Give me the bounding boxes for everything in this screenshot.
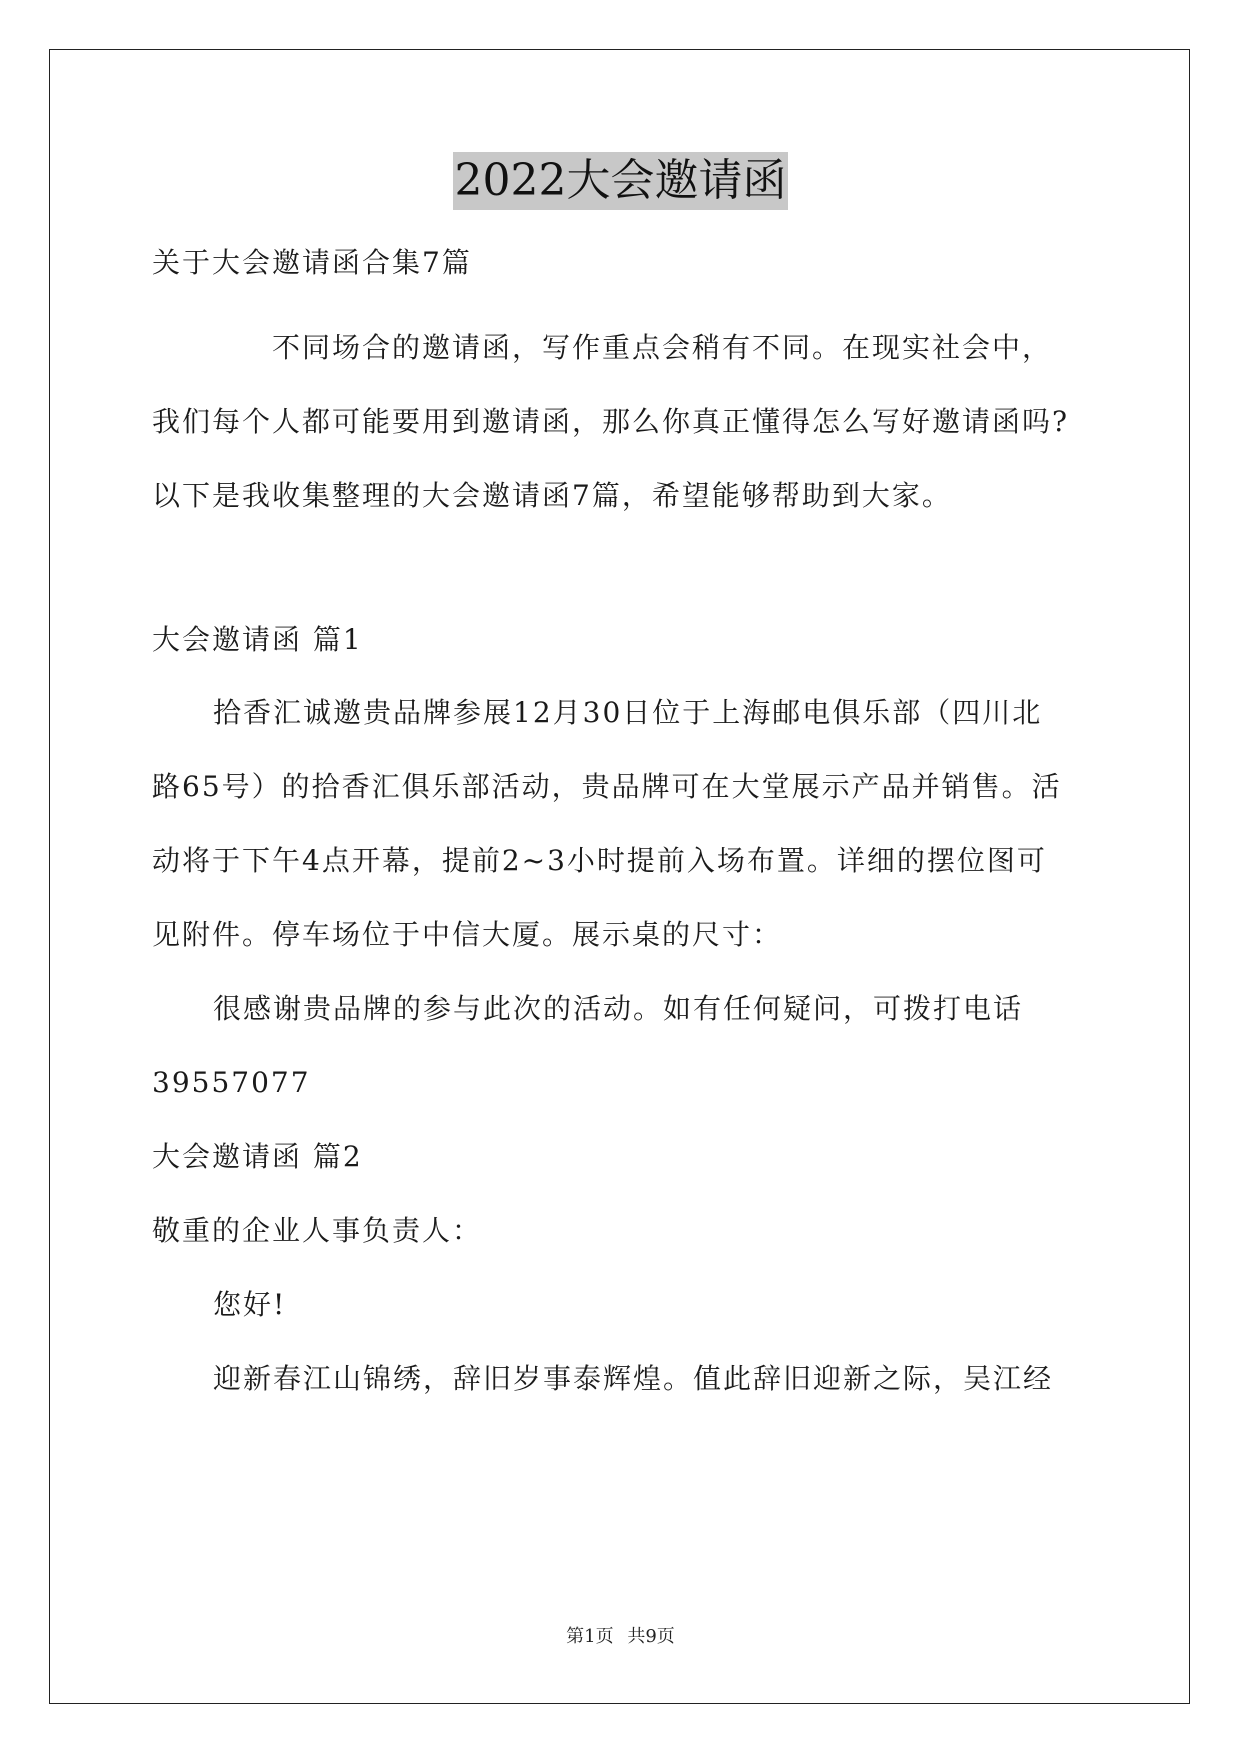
intro-line-1: 不同场合的邀请函，写作重点会稍有不同。在现实社会中， bbox=[272, 331, 1053, 364]
intro-line-2: 我们每个人都可能要用到邀请函，那么你真正懂得怎么写好邀请函吗? bbox=[152, 405, 1070, 438]
section2-para1-line-1: 迎新春江山锦绣，辞旧岁事泰辉煌。值此辞旧迎新之际，吴江经 bbox=[213, 1362, 1054, 1395]
document-title: 2022大会邀请函 bbox=[453, 152, 789, 210]
section1-para2-line-2: 39557077 bbox=[152, 1066, 311, 1099]
section2-heading: 大会邀请函 篇2 bbox=[152, 1140, 363, 1173]
page-footer bbox=[0, 1622, 1241, 1648]
section1-para1-line-4: 见附件。停车场位于中信大厦。展示桌的尺寸： bbox=[152, 918, 783, 951]
section1-heading: 大会邀请函 篇1 bbox=[152, 623, 363, 656]
intro-line-3: 以下是我收集整理的大会邀请函7篇，希望能够帮助到大家。 bbox=[152, 479, 952, 512]
section1-para1-line-3: 动将于下午4点开幕，提前2~3小时提前入场布置。详细的摆位图可 bbox=[152, 844, 1047, 877]
section2-salutation: 敬重的企业人事负责人： bbox=[152, 1214, 483, 1247]
section1-para1-line-1: 拾香汇诚邀贵品牌参展12月30日位于上海邮电俱乐部（四川北 bbox=[213, 696, 1043, 729]
section1-para1-line-2: 路65号）的拾香汇俱乐部活动，贵品牌可在大堂展示产品并销售。活 bbox=[152, 770, 1062, 803]
page-total: 共9页 bbox=[627, 1626, 675, 1647]
title-wrap bbox=[0, 152, 1241, 210]
section2-greeting: 您好! bbox=[213, 1288, 287, 1321]
document-subtitle: 关于大会邀请函合集7篇 bbox=[152, 246, 472, 279]
page-number: 第1页 bbox=[566, 1626, 614, 1647]
section1-para2-line-1: 很感谢贵品牌的参与此次的活动。如有任何疑问，可拨打电话 bbox=[213, 992, 1024, 1025]
